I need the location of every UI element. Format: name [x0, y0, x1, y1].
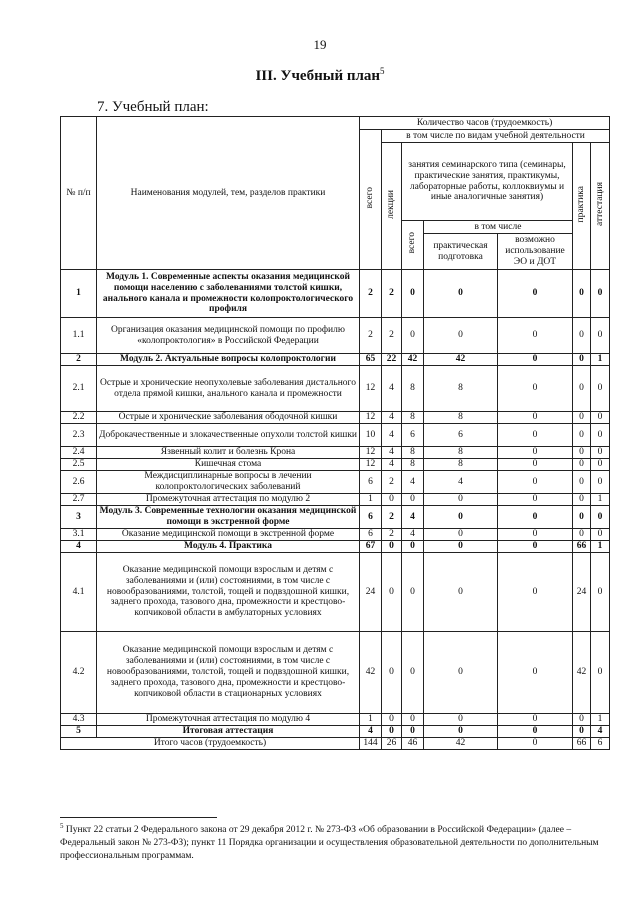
row-name: Острые и хронические неопухолевые заболевания дистального отдела прямой кишки, анального канала и промежности [97, 366, 360, 412]
row-practical: 0 [424, 632, 498, 714]
row-num: 2.6 [61, 471, 97, 494]
header-lectures [382, 143, 402, 270]
row-num: 2 [61, 354, 97, 366]
row-attestation: 1 [591, 541, 610, 553]
header-practice [573, 143, 591, 270]
curriculum-table [60, 116, 610, 750]
plan-heading: 7. Учебный план: [97, 99, 209, 115]
table-row [61, 366, 610, 412]
row-total: 144 [360, 738, 382, 750]
row-lectures: 2 [382, 318, 402, 354]
row-attestation: 4 [591, 726, 610, 738]
row-attestation: 0 [591, 632, 610, 714]
row-practice: 66 [573, 738, 591, 750]
row-seminar-total: 0 [402, 726, 424, 738]
row-attestation: 1 [591, 354, 610, 366]
row-num: 1 [61, 270, 97, 318]
row-practice: 0 [573, 318, 591, 354]
row-practical: 8 [424, 459, 498, 471]
row-attestation: 0 [591, 471, 610, 494]
row-practical: 8 [424, 447, 498, 459]
table-row [61, 412, 610, 424]
row-num: 5 [61, 726, 97, 738]
row-practical: 8 [424, 366, 498, 412]
row-attestation: 0 [591, 447, 610, 459]
row-num: 2.1 [61, 366, 97, 412]
row-total: 67 [360, 541, 382, 553]
row-lectures: 0 [382, 494, 402, 506]
page-number: 19 [313, 37, 327, 52]
row-lectures: 2 [382, 506, 402, 529]
header-num: № п/п [61, 117, 97, 270]
table-row [61, 354, 610, 366]
row-total: 6 [360, 506, 382, 529]
row-attestation: 0 [591, 318, 610, 354]
row-attestation: 0 [591, 553, 610, 632]
row-lectures: 0 [382, 541, 402, 553]
row-name: Промежуточная аттестация по модулю 4 [97, 714, 360, 726]
table-row [61, 471, 610, 494]
row-name: Оказание медицинской помощи взрослым и детям с заболеваниями и (или) состояниями, в том числе с новообразованиями, толстой, тощей и подвздошной кишки, заднего прохода, тазового дна, промежности и крестцово-копчиковой области в стационарных условиях [97, 632, 360, 714]
row-seminar-total: 0 [402, 318, 424, 354]
header-seminar: занятия семинарского типа (семинары, практические занятия, практикумы, лабораторные работы, коллоквиумы и иные аналогичные занятия) [402, 143, 573, 221]
row-seminar-total: 0 [402, 632, 424, 714]
row-lectures: 4 [382, 447, 402, 459]
header-practice-text: практика [576, 185, 587, 223]
footnote [60, 822, 615, 863]
row-num: 4.2 [61, 632, 97, 714]
row-practice: 0 [573, 354, 591, 366]
row-practice: 0 [573, 459, 591, 471]
row-name: Модуль 4. Практика [97, 541, 360, 553]
footnote-text: Пункт 22 статьи 2 Федерального закона от 29 декабря 2012 г. № 273-ФЗ «Об образовании в Российской Федерации» (далее – Федеральный закон № 273-ФЗ); пункт 11 Порядка организации и осуществления образовательной деятельности по дополнительным профессиональным программам. [60, 825, 599, 861]
row-lectures: 0 [382, 632, 402, 714]
row-lectures: 26 [382, 738, 402, 750]
row-practice: 0 [573, 424, 591, 447]
row-eo: 0 [498, 738, 573, 750]
row-lectures: 22 [382, 354, 402, 366]
row-practical: 0 [424, 529, 498, 541]
row-practical: 8 [424, 412, 498, 424]
row-lectures: 4 [382, 459, 402, 471]
header-total-text: всего [365, 186, 376, 209]
row-name: Модуль 3. Современные технологии оказания медицинской помощи в экстренной форме [97, 506, 360, 529]
row-total: 1 [360, 494, 382, 506]
row-practice: 0 [573, 714, 591, 726]
row-num: 4.1 [61, 553, 97, 632]
row-total: 1 [360, 714, 382, 726]
header-attestation [591, 143, 610, 270]
row-num: 3 [61, 506, 97, 529]
row-attestation: 1 [591, 714, 610, 726]
row-eo: 0 [498, 366, 573, 412]
table-row [61, 424, 610, 447]
row-name: Итоговая аттестация [97, 726, 360, 738]
row-lectures: 2 [382, 270, 402, 318]
row-eo: 0 [498, 553, 573, 632]
header-practical-training: практическая подготовка [424, 234, 498, 270]
row-num: 2.3 [61, 424, 97, 447]
row-seminar-total: 6 [402, 424, 424, 447]
row-name: Язвенный колит и болезнь Крона [97, 447, 360, 459]
footnote-mark: 5 [380, 66, 385, 76]
row-practical: 0 [424, 506, 498, 529]
row-total: 42 [360, 632, 382, 714]
row-total: 4 [360, 726, 382, 738]
row-total: 12 [360, 412, 382, 424]
row-num: 4 [61, 541, 97, 553]
row-total: 12 [360, 447, 382, 459]
row-name: Оказание медицинской помощи в экстренной форме [97, 529, 360, 541]
header-lectures-text: лекции [386, 189, 397, 219]
row-eo: 0 [498, 447, 573, 459]
row-eo: 0 [498, 632, 573, 714]
row-total: 6 [360, 471, 382, 494]
row-eo: 0 [498, 506, 573, 529]
row-practical: 0 [424, 494, 498, 506]
row-practical: 6 [424, 424, 498, 447]
row-practice: 0 [573, 412, 591, 424]
row-practice: 0 [573, 366, 591, 412]
row-seminar-total: 4 [402, 471, 424, 494]
row-eo: 0 [498, 354, 573, 366]
row-num: 2.7 [61, 494, 97, 506]
row-practical: 0 [424, 318, 498, 354]
row-seminar-total: 0 [402, 494, 424, 506]
row-practice: 66 [573, 541, 591, 553]
row-total: 24 [360, 553, 382, 632]
header-hours-group: Количество часов (трудоемкость) [360, 117, 610, 130]
row-seminar-total: 4 [402, 506, 424, 529]
row-total: 2 [360, 318, 382, 354]
row-attestation: 0 [591, 412, 610, 424]
row-num: 2.4 [61, 447, 97, 459]
row-num: 3.1 [61, 529, 97, 541]
row-attestation: 0 [591, 424, 610, 447]
row-eo: 0 [498, 270, 573, 318]
row-lectures: 0 [382, 726, 402, 738]
row-practice: 0 [573, 471, 591, 494]
row-seminar-total: 0 [402, 553, 424, 632]
row-attestation: 0 [591, 366, 610, 412]
row-practical: 0 [424, 553, 498, 632]
table-row [61, 459, 610, 471]
header-by-activity: в том числе по видам учебной деятельности [382, 130, 610, 143]
row-name: Острые и хронические заболевания ободочной кишки [97, 412, 360, 424]
total-row-label: Итого часов (трудоемкость) [61, 738, 360, 750]
row-practice: 0 [573, 494, 591, 506]
row-lectures: 0 [382, 553, 402, 632]
row-eo: 0 [498, 714, 573, 726]
row-seminar-total: 0 [402, 541, 424, 553]
row-seminar-total: 4 [402, 529, 424, 541]
table-row [61, 632, 610, 714]
row-lectures: 2 [382, 529, 402, 541]
row-lectures: 2 [382, 471, 402, 494]
table-row [61, 318, 610, 354]
row-total: 6 [360, 529, 382, 541]
row-eo: 0 [498, 459, 573, 471]
row-practical: 0 [424, 726, 498, 738]
row-name: Доброкачественные и злокачественные опухоли толстой кишки [97, 424, 360, 447]
row-practice: 0 [573, 447, 591, 459]
row-eo: 0 [498, 494, 573, 506]
row-seminar-total: 8 [402, 366, 424, 412]
header-including: в том числе [424, 221, 573, 234]
row-practical: 0 [424, 541, 498, 553]
row-practice: 42 [573, 632, 591, 714]
row-practical: 42 [424, 738, 498, 750]
row-total: 10 [360, 424, 382, 447]
footnote-mark: 5 [60, 822, 64, 830]
row-name: Промежуточная аттестация по модулю 2 [97, 494, 360, 506]
row-seminar-total: 42 [402, 354, 424, 366]
row-name: Междисциплинарные вопросы в лечении колопроктологических заболеваний [97, 471, 360, 494]
table-row [61, 726, 610, 738]
row-lectures: 0 [382, 714, 402, 726]
row-attestation: 6 [591, 738, 610, 750]
header-total [360, 130, 382, 270]
row-attestation: 1 [591, 494, 610, 506]
row-eo: 0 [498, 541, 573, 553]
row-attestation: 0 [591, 270, 610, 318]
row-num: 2.2 [61, 412, 97, 424]
row-num: 1.1 [61, 318, 97, 354]
row-total: 2 [360, 270, 382, 318]
row-practical: 0 [424, 714, 498, 726]
table-row [61, 553, 610, 632]
row-total: 65 [360, 354, 382, 366]
row-practice: 0 [573, 726, 591, 738]
row-seminar-total: 8 [402, 412, 424, 424]
header-seminar-total [402, 221, 424, 270]
row-total: 12 [360, 366, 382, 412]
row-lectures: 4 [382, 424, 402, 447]
row-total: 12 [360, 459, 382, 471]
row-eo: 0 [498, 424, 573, 447]
row-num: 4.3 [61, 714, 97, 726]
row-seminar-total: 0 [402, 714, 424, 726]
table-row [61, 541, 610, 553]
row-name: Организация оказания медицинской помощи по профилю «колопроктология» в Российской Федерации [97, 318, 360, 354]
row-practical: 4 [424, 471, 498, 494]
footnote-divider [60, 817, 217, 818]
row-name: Оказание медицинской помощи взрослым и детям с заболеваниями и (или) состояниями, в том числе с новообразованиями, толстой, тощей и подвздошной кишки, заднего прохода, тазового дна, промежности и крестцово-копчиковой области в амбулаторных условиях [97, 553, 360, 632]
row-name: Модуль 1. Современные аспекты оказания медицинской помощи населению с заболеваниями толстой кишки, анального канала и промежности колопроктологического профиля [97, 270, 360, 318]
header-seminar-total-text: всего [407, 232, 418, 254]
row-seminar-total: 0 [402, 270, 424, 318]
row-eo: 0 [498, 318, 573, 354]
row-eo: 0 [498, 412, 573, 424]
row-seminar-total: 8 [402, 459, 424, 471]
row-name: Кишечная стома [97, 459, 360, 471]
header-eo-dot: возможно использование ЭО и ДОТ [498, 234, 573, 270]
row-lectures: 4 [382, 412, 402, 424]
row-eo: 0 [498, 529, 573, 541]
row-num: 2.5 [61, 459, 97, 471]
header-name: Наименования модулей, тем, разделов практики [97, 117, 360, 270]
table-row [61, 494, 610, 506]
row-attestation: 0 [591, 459, 610, 471]
section-title [0, 66, 640, 85]
row-seminar-total: 46 [402, 738, 424, 750]
row-practice: 0 [573, 506, 591, 529]
row-practice: 0 [573, 270, 591, 318]
section-title-text: III. Учебный план [255, 68, 381, 84]
row-eo: 0 [498, 471, 573, 494]
row-attestation: 0 [591, 529, 610, 541]
table-row [61, 714, 610, 726]
table-row [61, 506, 610, 529]
row-attestation: 0 [591, 506, 610, 529]
row-practical: 42 [424, 354, 498, 366]
row-eo: 0 [498, 726, 573, 738]
row-practice: 24 [573, 553, 591, 632]
total-row [61, 738, 610, 750]
table-row [61, 270, 610, 318]
row-practical: 0 [424, 270, 498, 318]
row-lectures: 4 [382, 366, 402, 412]
row-name: Модуль 2. Актуальные вопросы колопроктологии [97, 354, 360, 366]
row-seminar-total: 8 [402, 447, 424, 459]
table-row [61, 529, 610, 541]
table-row [61, 447, 610, 459]
row-practice: 0 [573, 529, 591, 541]
header-attestation-text: аттестация [594, 182, 605, 227]
